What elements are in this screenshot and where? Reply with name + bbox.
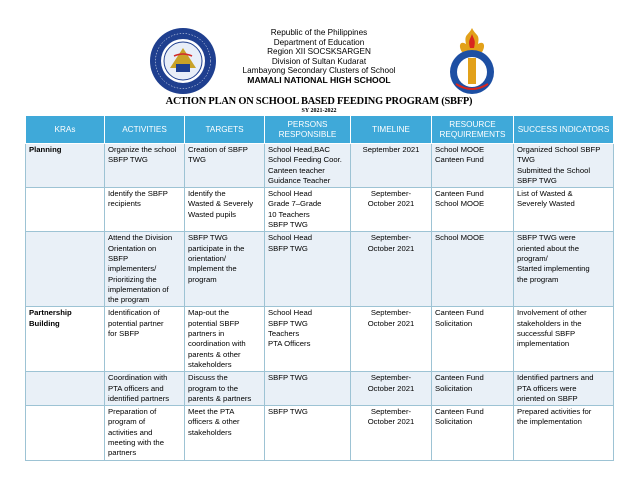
cell-line: Grade 7–Grade [268, 199, 322, 209]
column-header-timeline: TIMELINE [351, 116, 432, 144]
cell-line: implementation of [108, 284, 169, 294]
column-header-success-indicators: SUCCESS INDICATORS [514, 116, 614, 144]
cell-line: Involvement of other [517, 308, 587, 318]
cell-line: September- [370, 373, 412, 383]
header-line: Region XII SOCSKSARGEN [267, 47, 371, 57]
resource-requirements-cell [432, 307, 514, 372]
cell-line: program [188, 274, 217, 284]
timeline-cell [351, 307, 432, 372]
cell-line: September- [370, 407, 412, 417]
cell-line: SBFP TWG [108, 155, 148, 165]
resource-requirements-cell [432, 372, 514, 406]
cell-line: potential partner [108, 318, 164, 328]
cell-line: Orientation on [108, 243, 157, 253]
success-indicators-cell [514, 372, 614, 406]
activities-cell [105, 144, 185, 188]
letterhead [0, 18, 638, 90]
targets-cell [185, 144, 265, 188]
table-row [26, 232, 614, 307]
cell-line: Teachers [268, 329, 300, 339]
school-name: MAMALI NATIONAL HIGH SCHOOL [247, 74, 391, 85]
targets-cell [185, 232, 265, 307]
timeline-cell [351, 188, 432, 232]
table-row [26, 144, 614, 188]
cell-line: SBFP [108, 253, 129, 263]
cell-line: PTA officers and [108, 383, 164, 393]
cell-line: Identify the [188, 189, 226, 199]
cell-line: SBFP TWG [268, 243, 308, 253]
cell-line: Solicitation [435, 417, 473, 427]
cell-line: Prioritizing the [108, 274, 157, 284]
column-header-kras: KRAs [26, 116, 105, 144]
resource-requirements-cell [432, 144, 514, 188]
cell-line: PTA Officers [268, 339, 311, 349]
column-header-targets: TARGETS [185, 116, 265, 144]
cell-line: Wasted pupils [188, 209, 236, 219]
kra-cell [26, 372, 105, 406]
cell-line: School MOOE [435, 199, 485, 209]
cell-line: October 2021 [367, 383, 415, 393]
table-header-row [26, 116, 614, 144]
cell-line: Canteen Fund [435, 308, 484, 318]
cell-line: Submitted the School [517, 165, 591, 175]
activities-cell [105, 232, 185, 307]
cell-line: partners in [188, 329, 225, 339]
cell-line: SBFP TWG [268, 407, 308, 417]
cell-line: implementers/ [108, 264, 157, 274]
cell-line: parents & partners [188, 393, 252, 403]
cell-line: potential SBFP [188, 318, 240, 328]
cell-line: stakeholders [188, 427, 232, 437]
activities-cell [105, 307, 185, 372]
cell-line: the implementation [517, 417, 582, 427]
header-line: Lambayong Secondary Clusters of School [242, 66, 396, 76]
cell-line: the program [108, 295, 150, 305]
kra-cell: Planning [26, 144, 105, 188]
kra-cell [26, 188, 105, 232]
targets-cell [185, 406, 265, 460]
cell-line: September- [370, 233, 412, 243]
column-header-resource-requirements: RESOURCE REQUIREMENTS [432, 116, 514, 144]
cell-line: Map-out the [188, 308, 230, 318]
cell-line: SBFP TWG were [517, 233, 576, 243]
column-header-persons-responsible: PERSONS RESPONSIBLE [265, 116, 351, 144]
cell-line: Preparation of [108, 407, 157, 417]
activities-cell [105, 372, 185, 406]
cell-line: SBFP TWG [268, 373, 308, 383]
cell-line: October 2021 [367, 318, 415, 328]
cell-line: Canteen Fund [435, 155, 484, 165]
table-body [26, 144, 614, 461]
cell-line: School Head,BAC [268, 145, 330, 154]
success-indicators-cell [514, 406, 614, 460]
cell-line: Canteen teacher [268, 165, 325, 175]
cell-line: Organize the school [108, 145, 177, 154]
cell-line: 10 Teachers [268, 209, 310, 219]
column-header-activities: ACTIVITIES [105, 116, 185, 144]
cell-line: October 2021 [367, 417, 415, 427]
cell-line: Prepared activities for [517, 407, 592, 417]
cell-line: for SBFP [108, 329, 140, 339]
cell-line: Implement the [188, 264, 237, 274]
cell-line: October 2021 [367, 199, 415, 209]
table-row [26, 372, 614, 406]
cell-line: Discuss the [188, 373, 228, 383]
cell-line: the program [517, 274, 559, 284]
persons-responsible-cell [265, 307, 351, 372]
persons-responsible-cell [265, 372, 351, 406]
cell-line: Meet the PTA [188, 407, 235, 417]
cell-line: TWG [188, 155, 206, 165]
cell-line: activities and [108, 427, 153, 437]
cell-line: coordination with [188, 339, 246, 349]
success-indicators-cell [514, 232, 614, 307]
cell-line: Solicitation [435, 383, 473, 393]
cell-line: Canteen Fund [435, 407, 484, 417]
activities-cell [105, 406, 185, 460]
cell-line: Identify the SBFP [108, 189, 168, 199]
cell-line: SBFP TWG [188, 233, 228, 243]
targets-cell [185, 188, 265, 232]
cell-line: stakeholders in the [517, 318, 582, 328]
cell-line: participate in the [188, 243, 245, 253]
persons-responsible-cell [265, 232, 351, 307]
targets-cell [185, 307, 265, 372]
cell-line: parents & other [188, 349, 241, 359]
cell-line: identified partners [108, 393, 170, 403]
cell-line: SBFP TWG [517, 175, 557, 185]
timeline-cell [351, 144, 432, 188]
header-line: Division of Sultan Kudarat [271, 56, 367, 66]
cell-line: Coordination with [108, 373, 168, 383]
cell-line: Canteen Fund [435, 189, 484, 199]
cell-line: October 2021 [367, 243, 415, 253]
cell-line: List of Wasted & [517, 189, 573, 199]
cell-line: School Head [268, 189, 313, 199]
school-year: SY 2021-2022 [301, 108, 337, 114]
table-row [26, 188, 614, 232]
table-row [26, 406, 614, 460]
cell-line: successful SBFP [517, 329, 576, 339]
cell-line: September- [370, 189, 412, 199]
cell-line: September- [370, 308, 412, 318]
cell-line: recipients [108, 199, 141, 209]
resource-requirements-cell [432, 188, 514, 232]
resource-requirements-cell [432, 406, 514, 460]
persons-responsible-cell [265, 406, 351, 460]
success-indicators-cell [514, 307, 614, 372]
cell-line: meeting with the [108, 438, 164, 448]
document-title: ACTION PLAN ON SCHOOL BASED FEEDING PROGRAM (SBFP) [165, 96, 473, 107]
cell-line: Identified partners and [517, 373, 594, 383]
cell-line: SBFP TWG [268, 220, 308, 230]
persons-responsible-cell [265, 144, 351, 188]
cell-line: oriented on SBFP [517, 393, 578, 403]
kra-cell [26, 232, 105, 307]
cell-line: orientation/ [188, 253, 227, 263]
timeline-cell [351, 372, 432, 406]
cell-line: stakeholders [188, 359, 232, 369]
cell-line: program/ [517, 253, 548, 263]
timeline-cell [351, 232, 432, 307]
action-plan-table [25, 115, 614, 461]
persons-responsible-cell [265, 188, 351, 232]
cell-line: Solicitation [435, 318, 473, 328]
cell-line: oriented about the [517, 243, 579, 253]
cell-line: Canteen Fund [435, 373, 484, 383]
cell-line: Severely Wasted [517, 199, 575, 209]
cell-line: School Feeding Coor. [268, 155, 342, 165]
cell-line: implementation [517, 339, 570, 349]
cell-line: program to the [188, 383, 238, 393]
cell-line: Creation of SBFP [188, 145, 248, 154]
cell-line: TWG [517, 155, 535, 165]
cell-line: Identification of [108, 308, 160, 318]
cell-line: Attend the Division [108, 233, 173, 243]
cell-line: program of [108, 417, 146, 427]
cell-line: School MOOE [435, 145, 485, 154]
cell-line: Started implementing [517, 264, 590, 274]
cell-line: Organized School SBFP [517, 145, 601, 154]
kra-cell: Partnership Building [26, 307, 105, 372]
success-indicators-cell [514, 144, 614, 188]
cell-line: Guidance Teacher [268, 175, 331, 185]
targets-cell [185, 372, 265, 406]
cell-line: officers & other [188, 417, 240, 427]
table-row [26, 307, 614, 372]
resource-requirements-cell [432, 232, 514, 307]
kra-cell [26, 406, 105, 460]
header-line: Republic of the Philippines [270, 28, 368, 37]
letterhead-text [0, 28, 638, 86]
cell-line: School Head [268, 308, 313, 318]
success-indicators-cell [514, 188, 614, 232]
timeline-cell [351, 406, 432, 460]
cell-line: SBFP TWG [268, 318, 308, 328]
cell-line: partners [108, 448, 137, 458]
cell-line: PTA officers were [517, 383, 577, 393]
cell-line: School MOOE [435, 233, 485, 243]
cell-line: Wasted & Severely [188, 199, 254, 209]
activities-cell [105, 188, 185, 232]
header-line: Department of Education [273, 37, 365, 47]
cell-line: School Head [268, 233, 313, 243]
cell-line: September 2021 [362, 145, 420, 154]
